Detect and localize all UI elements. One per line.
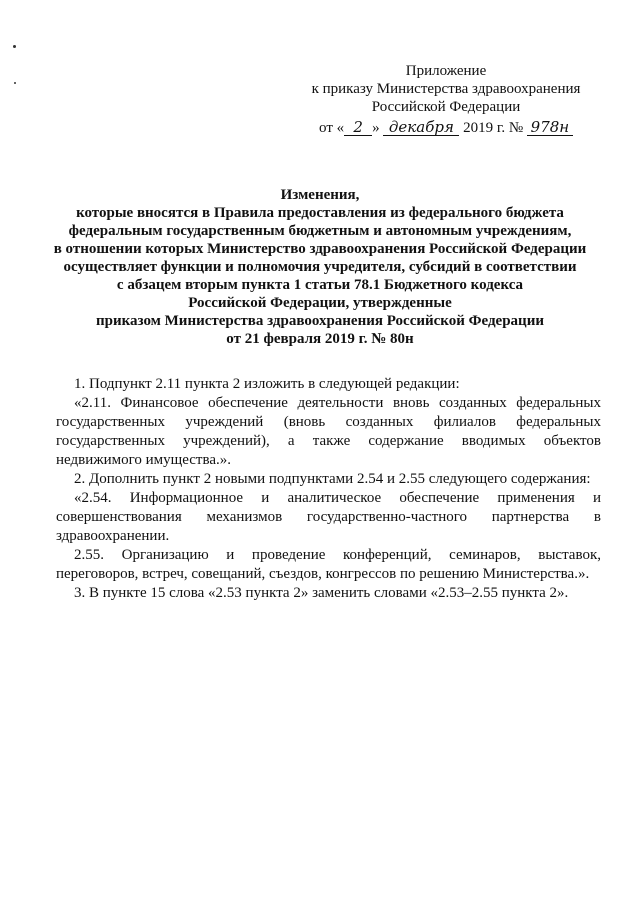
- title-line: с абзацем вторым пункта 1 статьи 78.1 Бюджетного кодекса: [116, 277, 524, 293]
- appendix-label: Приложение: [405, 63, 487, 79]
- title-line: осуществляет функции и полномочия учредителя, субсидий в соответствии: [63, 259, 577, 275]
- appendix-block: [296, 62, 596, 137]
- paragraph-item-3: 3. В пункте 15 слова «2.53 пункта 2» заменить словами «2.53–2.55 пункта 2».: [74, 585, 569, 601]
- paragraph-item-2: 2. Дополнить пункт 2 новыми подпунктами 2.54 и 2.55 следующего содержания:: [74, 471, 591, 487]
- date-prefix: от «: [319, 120, 345, 136]
- paragraph-quote-2-55: 2.55. Организацию и проведение конференций, семинаров, выставок, переговоров, встреч, совещаний, съездов, конгрессов по решению Министерства.».: [56, 547, 601, 582]
- paragraph-quote-2-54: «2.54. Информационное и аналитическое обеспечение применения и совершенствования механизмов государственно-частного партнерства в здравоохранении.: [56, 490, 601, 544]
- appendix-country: Российской Федерации: [371, 99, 521, 115]
- date-day: 2: [344, 120, 372, 136]
- scan-speck: [13, 45, 16, 48]
- title-line: от 21 февраля 2019 г. № 80н: [226, 331, 414, 347]
- paragraph-item-1: 1. Подпункт 2.11 пункта 2 изложить в следующей редакции:: [74, 376, 460, 392]
- scan-speck: [14, 82, 16, 84]
- paragraph-quote-2-11: «2.11. Финансовое обеспечение деятельности вновь созданных федеральных государственных учреждений (вновь созданных филиалов федеральных государственных учреждений), а также содержание вводимых объектов недвижимого имущества.».: [56, 395, 601, 468]
- title-line: Российской Федерации, утвержденные: [188, 295, 452, 311]
- date-suffix: 2019 г. №: [463, 120, 524, 136]
- date-mid: »: [372, 120, 380, 136]
- title-line: приказом Министерства здравоохранения Российской Федерации: [95, 313, 544, 329]
- document-body: [56, 375, 601, 603]
- appendix-order-ref: к приказу Министерства здравоохранения: [311, 81, 581, 97]
- title-line: Изменения,: [280, 187, 360, 203]
- appendix-date-line: [296, 119, 596, 137]
- title-line: федеральным государственным бюджетным и автономным учреждениям,: [68, 223, 572, 239]
- date-month: декабря: [383, 120, 459, 136]
- title-line: в отношении которых Министерство здравоохранения Российской Федерации: [53, 241, 587, 257]
- title-line: которые вносятся в Правила предоставления из федерального бюджета: [76, 205, 564, 221]
- order-number: 978н: [527, 120, 573, 136]
- document-title: [30, 186, 610, 348]
